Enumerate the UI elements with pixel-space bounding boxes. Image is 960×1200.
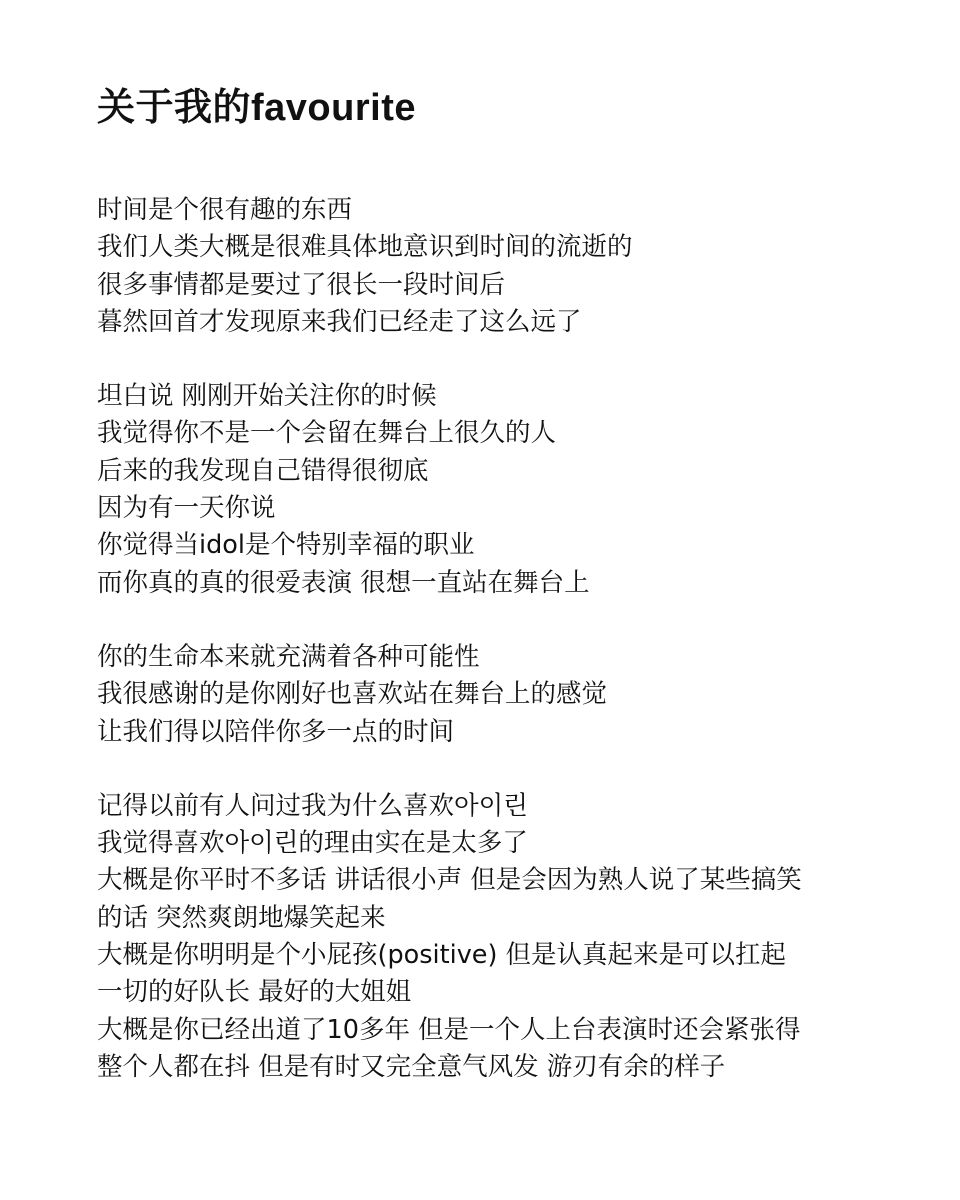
text-line: 一切的好队长 最好的大姐姐 xyxy=(97,977,412,1008)
text-line: 时间是个很有趣的东西 xyxy=(97,195,353,225)
text-line: 大概是你已经出道了10多年 但是一个人上台表演时还会紧张得 xyxy=(97,1014,801,1045)
text-line: 坦白说 刚刚开始关注你的时候 xyxy=(97,381,437,412)
paragraph-4 xyxy=(97,788,877,1086)
body-text xyxy=(97,192,877,1086)
paragraph-3 xyxy=(97,639,877,751)
paragraph-2 xyxy=(97,378,877,602)
text-line: 你的生命本来就充满着各种可能性 xyxy=(97,641,480,672)
text-line: 我觉得喜欢아이린的理由实在是太多了 xyxy=(97,828,528,859)
text-line: 记得以前有人问过我为什么喜欢아이린 xyxy=(97,790,528,821)
text-line: 后来的我发现自己错得很彻底 xyxy=(97,455,429,486)
text-line: 让我们得以陪伴你多一点的时间 xyxy=(97,716,455,747)
text-line: 你觉得当idol是个特别幸福的职业 xyxy=(97,530,475,561)
text-line: 我觉得你不是一个会留在舞台上很久的人 xyxy=(97,418,557,449)
text-line: 很多事情都是要过了很长一段时间后 xyxy=(97,269,506,300)
text-line: 的话 突然爽朗地爆笑起来 xyxy=(97,902,386,933)
text-line: 我很感谢的是你刚好也喜欢站在舞台上的感觉 xyxy=(97,679,608,710)
text-line: 而你真的真的很爱表演 很想一直站在舞台上 xyxy=(97,567,590,598)
text-line: 因为有一天你说 xyxy=(97,493,276,524)
page-title: 关于我的favourite xyxy=(97,87,416,129)
paragraph-1 xyxy=(97,192,877,341)
text-line: 我们人类大概是很难具体地意识到时间的流逝的 xyxy=(97,232,633,263)
text-line: 暮然回首才发现原来我们已经走了这么远了 xyxy=(97,306,582,337)
text-line: 整个人都在抖 但是有时又完全意气风发 游刃有余的样子 xyxy=(97,1051,726,1082)
text-line: 大概是你明明是个小屁孩(positive) 但是认真起来是可以扛起 xyxy=(97,940,787,971)
text-line: 大概是你平时不多话 讲话很小声 但是会因为熟人说了某些搞笑 xyxy=(97,865,802,896)
document-page xyxy=(97,84,877,1123)
